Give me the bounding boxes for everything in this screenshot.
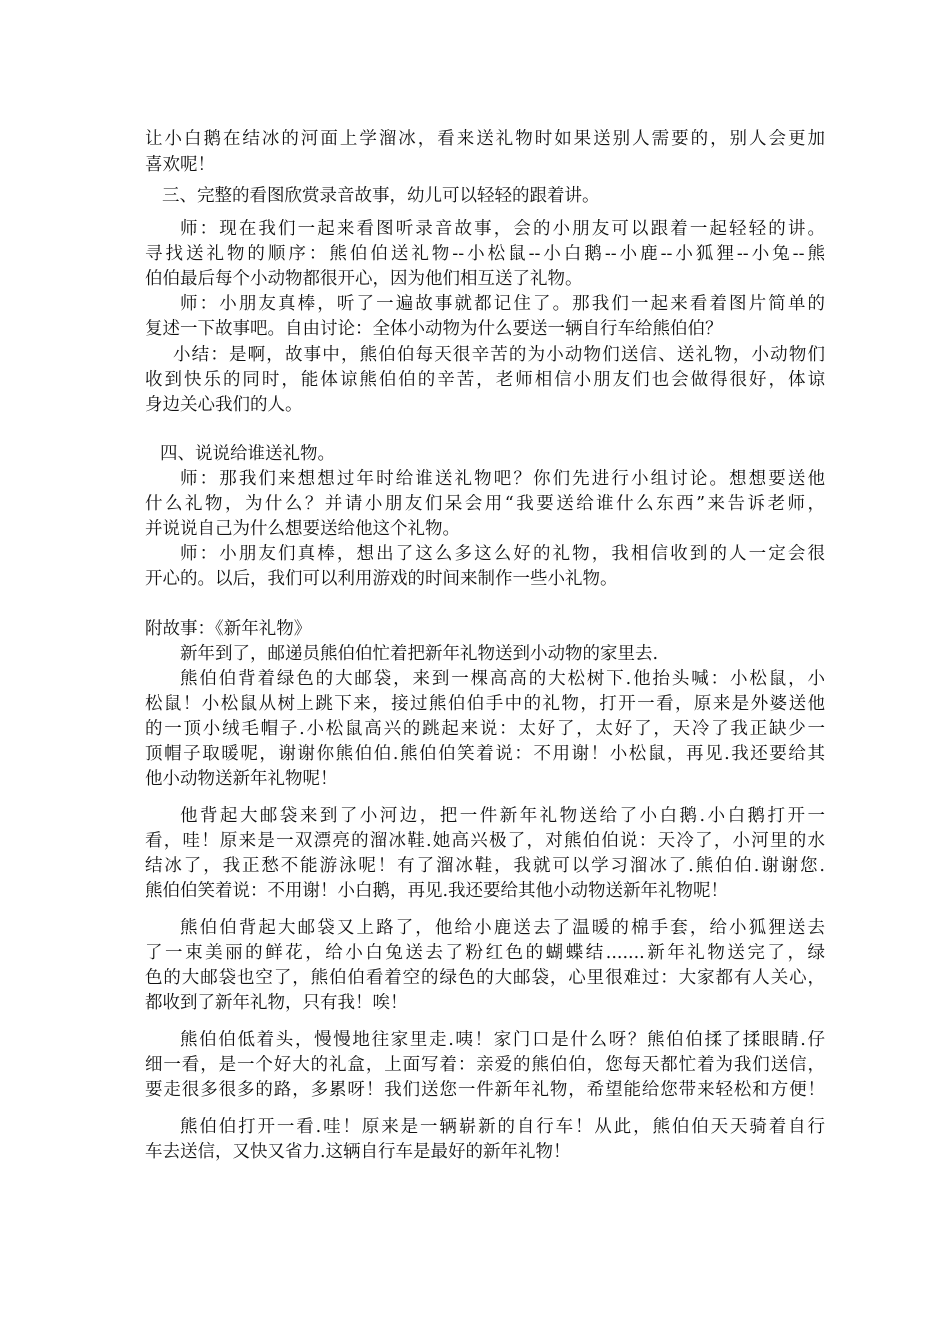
text-line: 让小白鹅在结冰的河面上学溜冰，看来送礼物时如果送别人需要的，别人会更加 <box>145 129 825 149</box>
text-line: 顶帽子取暖呢，谢谢你熊伯伯.熊伯伯笑着说：不用谢！小松鼠，再见.我还要给其 <box>145 744 825 764</box>
text-line: 他小动物送新年礼物呢！ <box>145 769 338 789</box>
text-line: 复述一下故事吧。自由讨论：全体小动物为什么要送一辆自行车给熊伯伯？ <box>145 319 723 339</box>
text-line: 师：现在我们一起来看图听录音故事，会的小朋友可以跟着一起轻轻的讲。 <box>180 219 825 239</box>
section-heading-3: 三、完整的看图欣赏录音故事，幼儿可以轻轻的跟着讲。 <box>162 186 600 206</box>
section-heading-4: 四、说说给谁送礼物。 <box>160 444 335 464</box>
text-line: 熊伯伯笑着说：不用谢！小白鹅，再见.我还要给其他小动物送新年礼物呢！ <box>145 881 729 901</box>
text-line: 师：那我们来想想过年时给谁送礼物吧？你们先进行小组讨论。想想要送他 <box>180 469 825 489</box>
text-line: 熊伯伯打开一看.哇！原来是一辆崭新的自行车！从此，熊伯伯天天骑着自行 <box>180 1117 825 1137</box>
text-line: 熊伯伯低着头，慢慢地往家里走.咦！家门口是什么呀？熊伯伯揉了揉眼睛.仔 <box>180 1030 825 1050</box>
text-line: 熊伯伯背着绿色的大邮袋，来到一棵高高的大松树下.他抬头喊：小松鼠，小 <box>180 669 825 689</box>
text-line: 松鼠！小松鼠从树上跳下来，接过熊伯伯手中的礼物，打开一看，原来是外婆送他 <box>145 694 825 714</box>
text-line: 小结：是啊，故事中，熊伯伯每天很辛苦的为小动物们送信、送礼物，小动物们 <box>173 345 825 365</box>
text-line: 寻找送礼物的顺序：熊伯伯送礼物--小松鼠--小白鹅--小鹿--小狐狸--小兔--熊 <box>145 244 825 264</box>
text-line: 师：小朋友真棒，听了一遍故事就都记住了。那我们一起来看着图片简单的 <box>180 294 825 314</box>
text-line: 新年到了，邮递员熊伯伯忙着把新年礼物送到小动物的家里去. <box>180 644 659 664</box>
text-line: 身边关心我们的人。 <box>145 395 303 415</box>
text-line: 细一看，是一个好大的礼盒，上面写着：亲爱的熊伯伯，您每天都忙着为我们送信， <box>145 1055 825 1075</box>
text-line: 看，哇！原来是一双漂亮的溜冰鞋.她高兴极了，对熊伯伯说：天冷了，小河里的水 <box>145 831 825 851</box>
text-line: 要走很多很多的路，多累呀！我们送您一件新年礼物，希望能给您带来轻松和方便！ <box>145 1080 825 1100</box>
text-line: 都收到了新年礼物，只有我！唉！ <box>145 993 408 1013</box>
text-line: 了一束美丽的鲜花，给小白兔送去了粉红色的蝴蝶结.......新年礼物送完了，绿 <box>145 943 825 963</box>
text-line: 喜欢呢！ <box>145 155 215 175</box>
text-line: 他背起大邮袋来到了小河边，把一件新年礼物送给了小白鹅.小白鹅打开一 <box>180 806 825 826</box>
text-line: 什么礼物，为什么？并请小朋友们呆会用“我要送给谁什么东西”来告诉老师， <box>145 494 825 514</box>
text-line: 车去送信，又快又省力.这辆自行车是最好的新年礼物！ <box>145 1142 571 1162</box>
text-line: 伯伯最后每个小动物都很开心，因为他们相互送了礼物。 <box>145 269 583 289</box>
text-line: 收到快乐的同时，能体谅熊伯伯的辛苦，老师相信小朋友们也会做得很好，体谅 <box>145 370 825 390</box>
text-line: 的一顶小绒毛帽子.小松鼠高兴的跳起来说：太好了，太好了，天冷了我正缺少一 <box>145 719 825 739</box>
text-line: 熊伯伯背起大邮袋又上路了，他给小鹿送去了温暖的棉手套，给小狐狸送去 <box>180 918 825 938</box>
text-line: 色的大邮袋也空了，熊伯伯看着空的绿色的大邮袋，心里很难过：大家都有人关心， <box>145 968 825 988</box>
text-line: 并说说自己为什么想要送给他这个礼物。 <box>145 519 460 539</box>
text-line: 师：小朋友们真棒，想出了这么多这么好的礼物，我相信收到的人一定会很 <box>180 544 825 564</box>
story-title: 附故事：《新年礼物》 <box>145 619 312 639</box>
text-line: 结冰了，我正愁不能游泳呢！有了溜冰鞋，我就可以学习溜冰了.熊伯伯.谢谢您. <box>145 856 825 876</box>
text-line: 开心的。以后，我们可以利用游戏的时间来制作一些小礼物。 <box>145 569 618 589</box>
